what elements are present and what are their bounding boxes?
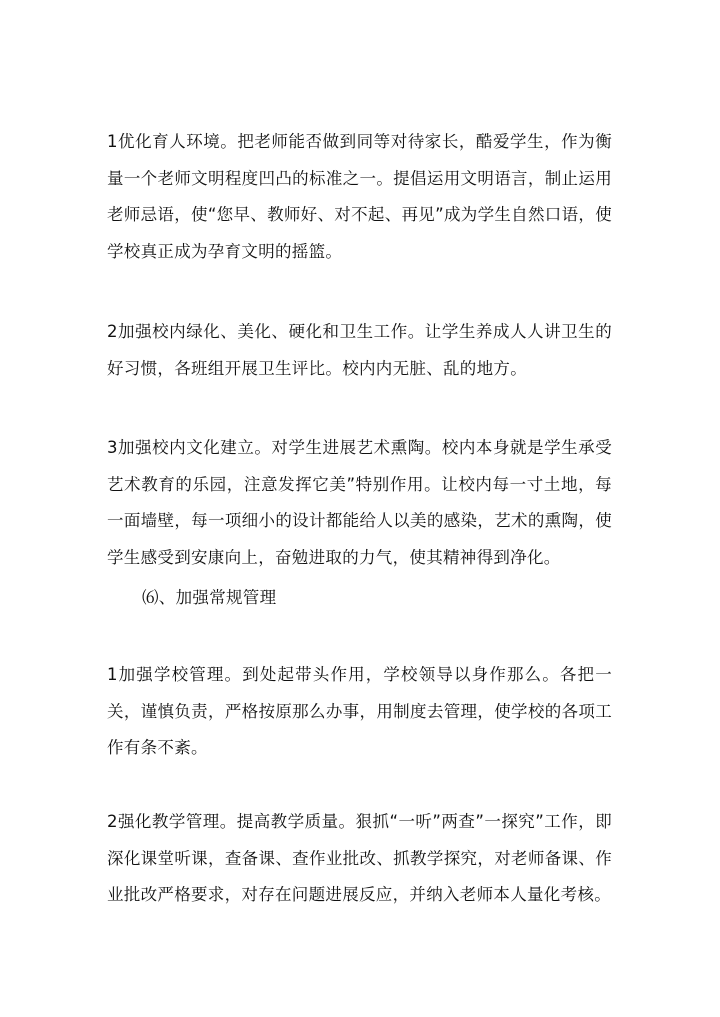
paragraph-greening: 2加强校内绿化、美化、硬化和卫生工作。让学生养成人人讲卫生的好习惯，各班组开展卫生评比。校内内无脏、乱的地方。 [107,322,612,378]
paragraph-teaching-management: 2强化教学管理。提高教学质量。狠抓“一听”两查”一探究”工作，即深化课堂听课，查备课、查作业批改、抓教学探究，对老师备课、作业批改严格要求，对存在问题进展反应，并纳入老师本人量化考核。 [107,812,612,904]
paragraph-culture: 3加强校内文化建立。对学生进展艺术熏陶。校内本身就是学生承受艺术教育的乐园，注意发挥它美”特别作用。让校内每一寸土地，每一面墙壁，每一项细小的设计都能给人以美的感染，艺术的熏陶，使学生感受到安康向上，奋勉进取的力气，使其精神得到净化。 [107,438,612,567]
paragraph-environment: 1优化育人环境。把老师能否做到同等对待家长，酷爱学生，作为衡量一个老师文明程度凹凸的标准之一。提倡运用文明语言，制止运用老师忌语，使“您早、教师好、对不起、再见”成为学生自然口语，使学校真正成为孕育文明的摇篮。 [107,132,612,261]
paragraph-school-management: 1加强学校管理。到处起带头作用，学校领导以身作那么。各把一关，谨慎负责，严格按原那么办事，用制度去管理，使学校的各项工作有条不紊。 [107,665,612,757]
section-heading: ⑹、加强常规管理 [142,588,277,607]
